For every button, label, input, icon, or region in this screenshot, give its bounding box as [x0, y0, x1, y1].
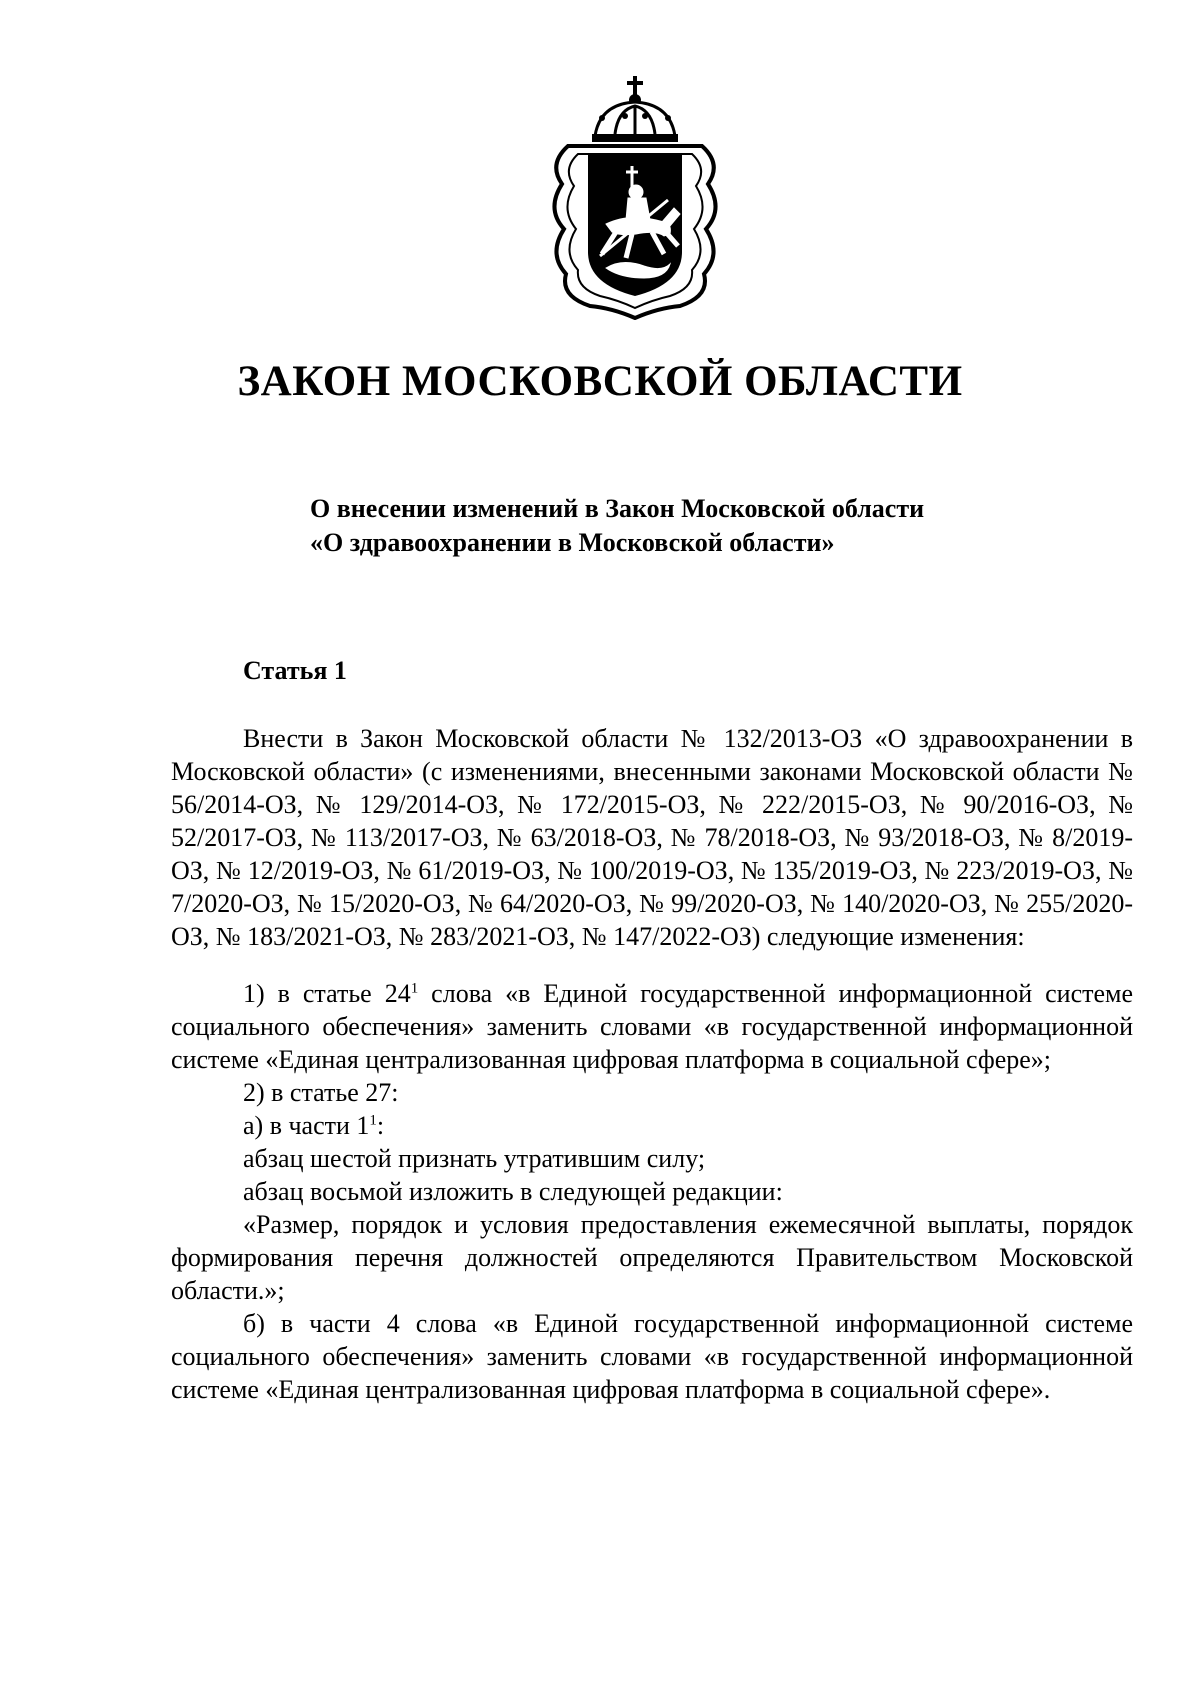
moscow-oblast-coat-of-arms-icon	[540, 74, 730, 320]
subtitle-line-1: О внесении изменений в Закон Московской области	[310, 494, 925, 523]
document-title: ЗАКОН МОСКОВСКОЙ ОБЛАСТИ	[237, 358, 963, 405]
item-2b: б) в части 4 слова «в Единой государственной информационной системе социального обеспечения» заменить словами «в государственной информационной системе «Единая централизованная цифровая платформа в социальной сфере».	[171, 1309, 1133, 1404]
item-1-rest: слова «в Единой государственной информационной системе социального обеспечения» заменить словами «в государственной информационной системе «Единая централизованная цифровая платформа в социальной сфере»;	[171, 979, 1134, 1074]
document-subtitle	[310, 492, 1070, 560]
item-2: 2) в статье 27:	[243, 1078, 399, 1107]
item-2a-sup: 1	[369, 1112, 377, 1129]
article-body	[171, 722, 1133, 1406]
item-1-prefix: 1) в статье 24	[243, 979, 411, 1008]
subtitle-line-2: «О здравоохранении в Московской области»	[310, 528, 835, 557]
item-2a-suffix: :	[376, 1111, 385, 1140]
paragraph-eight: абзац восьмой изложить в следующей редакции:	[243, 1177, 783, 1206]
quoted-text: «Размер, порядок и условия предоставления ежемесячной выплаты, порядок формирования перечня должностей определяются Правительством Московской области.»;	[171, 1210, 1133, 1305]
article-heading: Статья 1	[243, 656, 347, 685]
article-intro: Внести в Закон Московской области № 132/2013-ОЗ «О здравоохранении в Московской области» (с изменениями, внесенными законами Московской области № 56/2014-ОЗ, № 129/2014-ОЗ, № 172/2015-ОЗ, № 222/2015-ОЗ, № 90/2016-ОЗ, № 52/2017-ОЗ, № 113/2017-ОЗ, № 63/2018-ОЗ, № 78/2018-ОЗ, № 93/2018-ОЗ, № 8/2019-ОЗ, № 12/2019-ОЗ, № 61/2019-ОЗ, № 100/2019-ОЗ, № 135/2019-ОЗ, № 223/2019-ОЗ, № 7/2020-ОЗ, № 15/2020-ОЗ, № 64/2020-ОЗ, № 99/2020-ОЗ, № 140/2020-ОЗ, № 255/2020-ОЗ, № 183/2021-ОЗ, № 283/2021-ОЗ, № 147/2022-ОЗ) следующие изменения:	[171, 724, 1133, 951]
item-1-sup: 1	[410, 980, 419, 997]
paragraph-six: абзац шестой признать утратившим силу;	[243, 1144, 706, 1173]
item-2a-prefix: а) в части 1	[243, 1111, 370, 1140]
item-1	[171, 977, 1133, 1076]
item-2a	[171, 1109, 1133, 1142]
